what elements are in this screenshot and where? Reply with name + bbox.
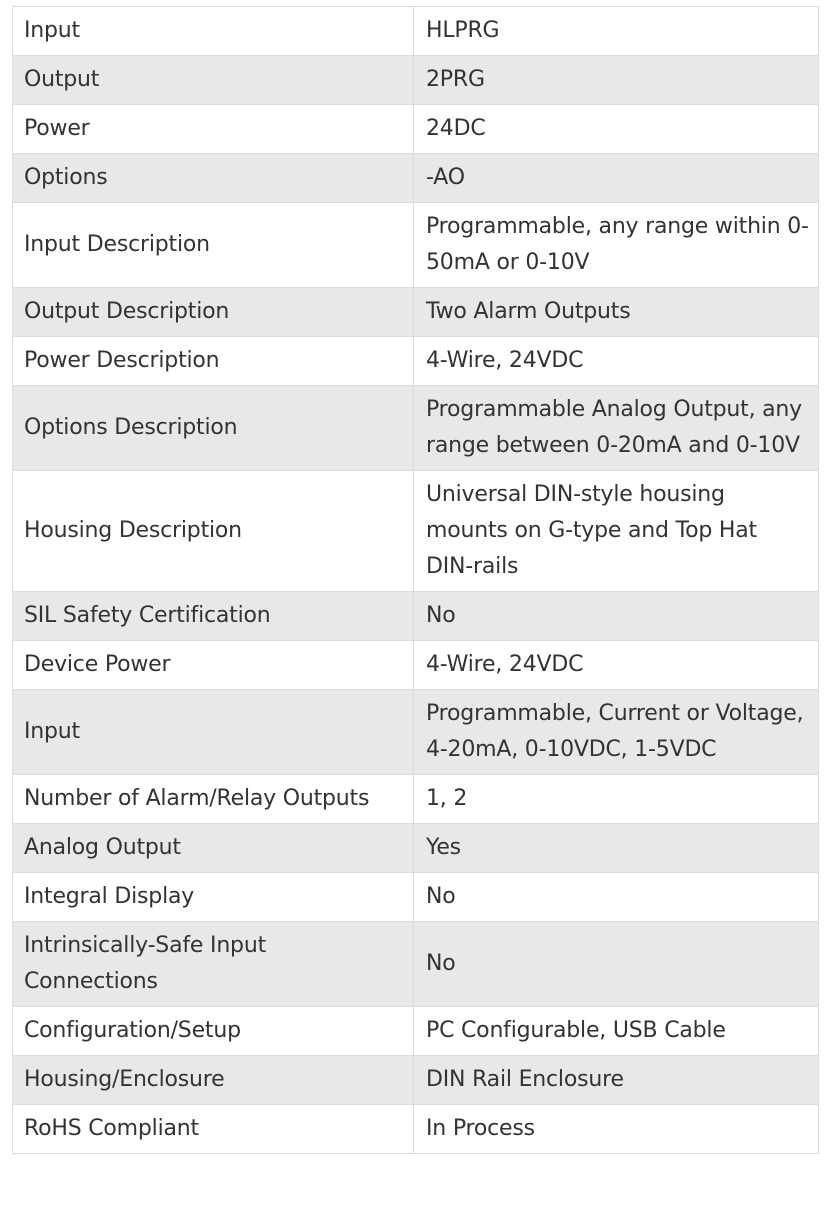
spec-value: DIN Rail Enclosure	[414, 1056, 819, 1105]
spec-value: 2PRG	[414, 56, 819, 105]
table-row	[13, 471, 819, 592]
spec-label: Input Description	[13, 203, 414, 288]
specifications-table	[12, 6, 819, 1154]
spec-label: Number of Alarm/Relay Outputs	[13, 775, 414, 824]
table-row	[13, 386, 819, 471]
spec-label: Power	[13, 105, 414, 154]
table-row	[13, 641, 819, 690]
table-row	[13, 337, 819, 386]
spec-value: HLPRG	[414, 7, 819, 56]
table-row	[13, 592, 819, 641]
table-row	[13, 154, 819, 203]
spec-value: Programmable, Current or Voltage, 4-20mA, 0-10VDC, 1-5VDC	[414, 690, 819, 775]
spec-value: 1, 2	[414, 775, 819, 824]
spec-value: No	[414, 922, 819, 1007]
spec-label: Housing Description	[13, 471, 414, 592]
spec-label: Output Description	[13, 288, 414, 337]
spec-value: 24DC	[414, 105, 819, 154]
spec-label: Input	[13, 7, 414, 56]
spec-label: RoHS Compliant	[13, 1105, 414, 1154]
spec-value: 4-Wire, 24VDC	[414, 641, 819, 690]
spec-label: Configuration/Setup	[13, 1007, 414, 1056]
spec-value: -AO	[414, 154, 819, 203]
spec-label: Device Power	[13, 641, 414, 690]
spec-value: No	[414, 592, 819, 641]
spec-label: Intrinsically-Safe Input Connections	[13, 922, 414, 1007]
spec-value: Programmable Analog Output, any range between 0-20mA and 0-10V	[414, 386, 819, 471]
spec-label: Options	[13, 154, 414, 203]
spec-label: Options Description	[13, 386, 414, 471]
spec-value: Two Alarm Outputs	[414, 288, 819, 337]
table-row	[13, 1007, 819, 1056]
spec-value: No	[414, 873, 819, 922]
table-row	[13, 7, 819, 56]
spec-value: 4-Wire, 24VDC	[414, 337, 819, 386]
spec-label: Input	[13, 690, 414, 775]
table-row	[13, 1056, 819, 1105]
table-row	[13, 873, 819, 922]
table-row	[13, 203, 819, 288]
table-row	[13, 288, 819, 337]
spec-value: Programmable, any range within 0-50mA or 0-10V	[414, 203, 819, 288]
spec-value: Universal DIN-style housing mounts on G-type and Top Hat DIN-rails	[414, 471, 819, 592]
spec-value: PC Configurable, USB Cable	[414, 1007, 819, 1056]
table-row	[13, 775, 819, 824]
table-row	[13, 824, 819, 873]
spec-label: Power Description	[13, 337, 414, 386]
spec-label: Output	[13, 56, 414, 105]
spec-label: SIL Safety Certification	[13, 592, 414, 641]
table-row	[13, 1105, 819, 1154]
spec-label: Housing/Enclosure	[13, 1056, 414, 1105]
table-row	[13, 690, 819, 775]
spec-value: In Process	[414, 1105, 819, 1154]
spec-label: Integral Display	[13, 873, 414, 922]
spec-value: Yes	[414, 824, 819, 873]
table-row	[13, 922, 819, 1007]
table-row	[13, 56, 819, 105]
table-row	[13, 105, 819, 154]
spec-label: Analog Output	[13, 824, 414, 873]
